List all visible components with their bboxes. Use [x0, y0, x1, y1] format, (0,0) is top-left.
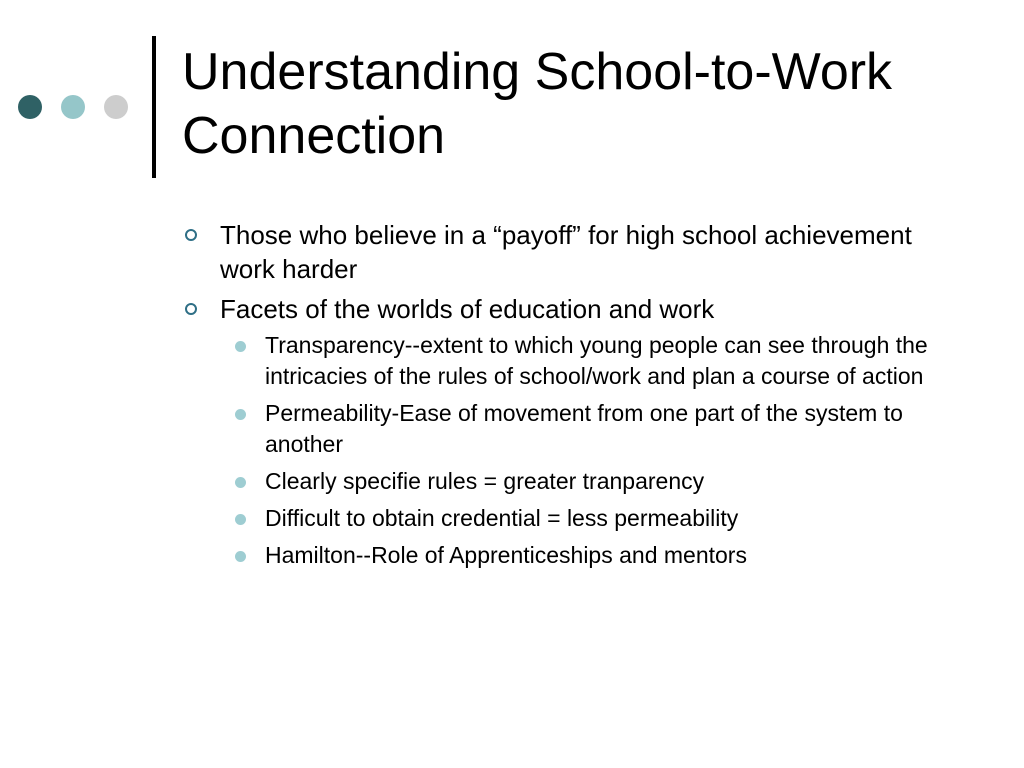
disc-bullet-icon — [235, 409, 246, 420]
bullet-item — [182, 218, 962, 286]
gray-dot-icon — [104, 95, 128, 119]
sub-bullet-text: Hamilton--Role of Apprenticeships and mentors — [265, 542, 747, 568]
bullet-text: Facets of the worlds of education and work — [220, 294, 715, 324]
dark-dot-icon — [18, 95, 42, 119]
title-divider — [152, 36, 156, 178]
slide-body — [182, 218, 962, 577]
teal-dot-icon — [61, 95, 85, 119]
sub-bullet-item — [182, 503, 962, 534]
disc-bullet-icon — [235, 514, 246, 525]
sub-bullet-text: Transparency--extent to which young people can see through the intricacies of the rules of school/work and plan a course of action — [265, 332, 928, 389]
slide-title: Understanding School-to-Work Connection — [182, 43, 893, 165]
disc-bullet-icon — [235, 341, 246, 352]
disc-bullet-icon — [235, 551, 246, 562]
sub-bullet-item — [182, 330, 962, 392]
sub-bullet-text: Permeability-Ease of movement from one part of the system to another — [265, 400, 903, 457]
sub-bullet-item — [182, 398, 962, 460]
ring-bullet-icon — [185, 303, 197, 315]
ring-bullet-icon — [185, 229, 197, 241]
bullet-item — [182, 292, 962, 326]
disc-bullet-icon — [235, 477, 246, 488]
decorative-dots — [18, 95, 147, 119]
sub-bullet-item — [182, 466, 962, 497]
sub-bullet-text: Difficult to obtain credential = less permeability — [265, 505, 739, 531]
sub-bullet-text: Clearly specifie rules = greater tranparency — [265, 468, 705, 494]
sub-bullet-list — [182, 330, 962, 571]
sub-bullet-item — [182, 540, 962, 571]
bullet-text: Those who believe in a “payoff” for high school achievement work harder — [220, 220, 912, 284]
